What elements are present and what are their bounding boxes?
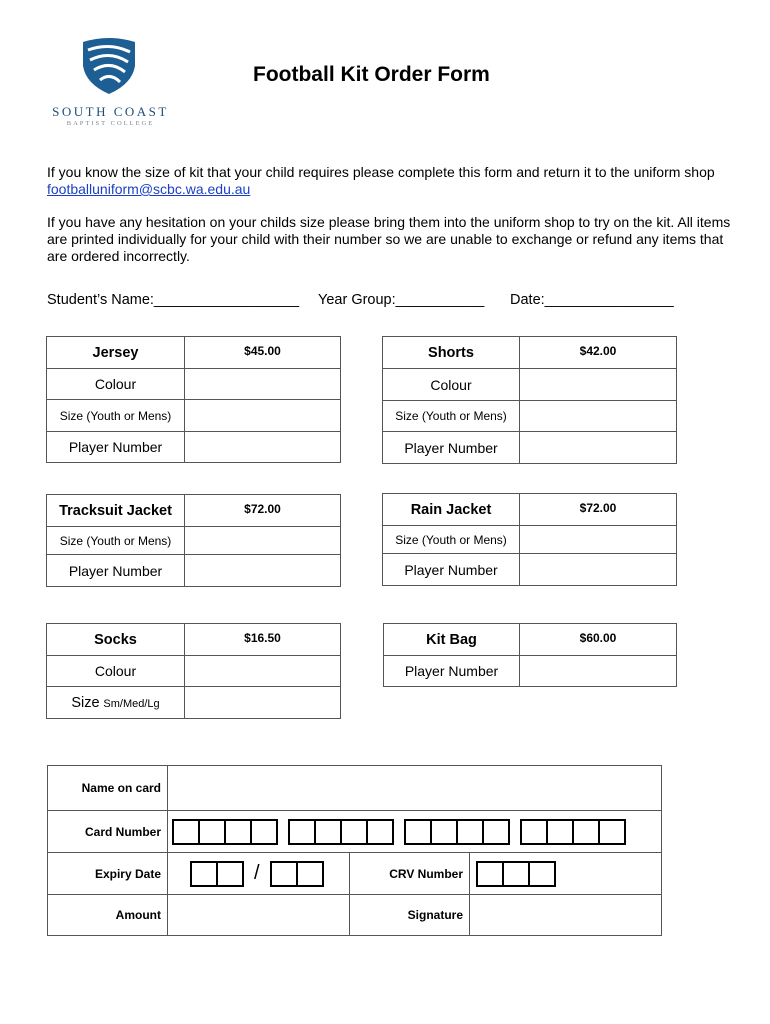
digit-group (476, 861, 556, 887)
rain-jacket-number-label: Player Number (383, 554, 520, 586)
digit-box[interactable] (482, 819, 510, 845)
jersey-table (46, 336, 341, 463)
socks-label: Socks (47, 624, 185, 656)
rain-jacket-number-input[interactable] (520, 554, 677, 586)
shorts-colour-label: Colour (383, 369, 520, 401)
socks-price: $16.50 (185, 624, 341, 656)
shorts-price: $42.00 (520, 337, 677, 369)
signature-input[interactable] (470, 895, 662, 936)
name-on-card-input[interactable] (168, 766, 662, 811)
expiry-date-label: Expiry Date (48, 853, 168, 895)
tracksuit-number-input[interactable] (185, 555, 341, 587)
kit-bag-number-label: Player Number (384, 656, 520, 687)
jersey-price: $45.00 (185, 337, 341, 369)
jersey-label: Jersey (47, 337, 185, 369)
crv-number-input[interactable] (470, 853, 662, 895)
digit-box[interactable] (502, 861, 530, 887)
digit-box[interactable] (572, 819, 600, 845)
digit-group (520, 819, 626, 845)
jersey-colour-input[interactable] (185, 369, 341, 400)
socks-table (46, 623, 341, 719)
socks-size-input[interactable] (185, 687, 341, 719)
digit-box[interactable] (250, 819, 278, 845)
socks-size-label (47, 687, 185, 719)
digit-box[interactable] (224, 819, 252, 845)
jersey-size-label: Size (Youth or Mens) (47, 400, 185, 432)
tracksuit-label: Tracksuit Jacket (47, 495, 185, 527)
digit-group (190, 861, 244, 887)
tracksuit-size-input[interactable] (185, 527, 341, 555)
digit-group (288, 819, 394, 845)
student-name-field[interactable]: Student’s Name:__________________ (47, 292, 300, 308)
digit-row (168, 819, 661, 845)
digit-box[interactable] (314, 819, 342, 845)
digit-box[interactable] (172, 819, 200, 845)
shorts-colour-input[interactable] (520, 369, 677, 401)
kit-bag-label: Kit Bag (384, 624, 520, 656)
rain-jacket-label: Rain Jacket (383, 494, 520, 526)
digit-box[interactable] (528, 861, 556, 887)
intro-paragraph-1 (47, 164, 737, 198)
digit-box[interactable] (270, 861, 298, 887)
digit-box[interactable] (456, 819, 484, 845)
jersey-number-input[interactable] (185, 432, 341, 463)
digit-box[interactable] (296, 861, 324, 887)
digit-group (270, 861, 324, 887)
socks-colour-input[interactable] (185, 656, 341, 687)
expiry-date-input[interactable] (168, 853, 350, 895)
rain-jacket-size-label: Size (Youth or Mens) (383, 526, 520, 554)
shorts-size-input[interactable] (520, 401, 677, 432)
jersey-size-input[interactable] (185, 400, 341, 432)
digit-group (404, 819, 510, 845)
kit-bag-price: $60.00 (520, 624, 677, 656)
intro-text-1: If you know the size of kit that your child requires please complete this form and return it to the uniform shop (47, 164, 715, 180)
digit-box[interactable] (598, 819, 626, 845)
socks-size-sub: Sm/Med/Lg (103, 698, 160, 710)
amount-label: Amount (48, 895, 168, 936)
digit-box[interactable] (520, 819, 548, 845)
socks-size-main: Size (71, 695, 100, 711)
card-payment-table (47, 765, 662, 936)
digit-box[interactable] (366, 819, 394, 845)
digit-box[interactable] (476, 861, 504, 887)
digit-row (168, 861, 349, 887)
college-logo (48, 36, 173, 132)
digit-box[interactable] (404, 819, 432, 845)
logo-subtitle: BAPTIST COLLEGE (66, 120, 155, 127)
page-title: Football Kit Order Form (253, 63, 490, 86)
digit-box[interactable] (340, 819, 368, 845)
socks-colour-label: Colour (47, 656, 185, 687)
rain-jacket-table (382, 493, 677, 586)
tracksuit-table (46, 494, 341, 587)
digit-box[interactable] (288, 819, 316, 845)
shorts-label: Shorts (383, 337, 520, 369)
digit-box[interactable] (198, 819, 226, 845)
kit-bag-number-input[interactable] (520, 656, 677, 687)
digit-box[interactable] (216, 861, 244, 887)
card-number-label: Card Number (48, 811, 168, 853)
shield-logo-icon (80, 36, 138, 96)
year-group-field[interactable]: Year Group:___________ (318, 292, 485, 308)
card-number-input[interactable] (168, 811, 662, 853)
email-link[interactable]: footballuniform@scbc.wa.edu.au (47, 181, 251, 197)
tracksuit-size-label: Size (Youth or Mens) (47, 527, 185, 555)
shorts-size-label: Size (Youth or Mens) (383, 401, 520, 432)
shorts-number-input[interactable] (520, 432, 677, 464)
expiry-separator: / (254, 862, 260, 884)
tracksuit-price: $72.00 (185, 495, 341, 527)
signature-label: Signature (350, 895, 470, 936)
jersey-colour-label: Colour (47, 369, 185, 400)
shorts-number-label: Player Number (383, 432, 520, 464)
tracksuit-number-label: Player Number (47, 555, 185, 587)
digit-group (172, 819, 278, 845)
date-field[interactable]: Date:________________ (510, 292, 674, 308)
digit-box[interactable] (546, 819, 574, 845)
shorts-table (382, 336, 677, 464)
rain-jacket-price: $72.00 (520, 494, 677, 526)
name-on-card-label: Name on card (48, 766, 168, 811)
digit-row (470, 861, 661, 887)
crv-number-label: CRV Number (350, 853, 470, 895)
rain-jacket-size-input[interactable] (520, 526, 677, 554)
amount-input[interactable] (168, 895, 350, 936)
digit-box[interactable] (430, 819, 458, 845)
jersey-number-label: Player Number (47, 432, 185, 463)
logo-name: SOUTH COAST (52, 104, 169, 119)
digit-box[interactable] (190, 861, 218, 887)
intro-paragraph-2: If you have any hesitation on your childs size please bring them into the uniform shop to try on the kit. All items are printed individually for your child with their number so we are unable to exchange or refund any items that are ordered incorrectly. (47, 214, 731, 264)
kit-bag-table (383, 623, 677, 687)
